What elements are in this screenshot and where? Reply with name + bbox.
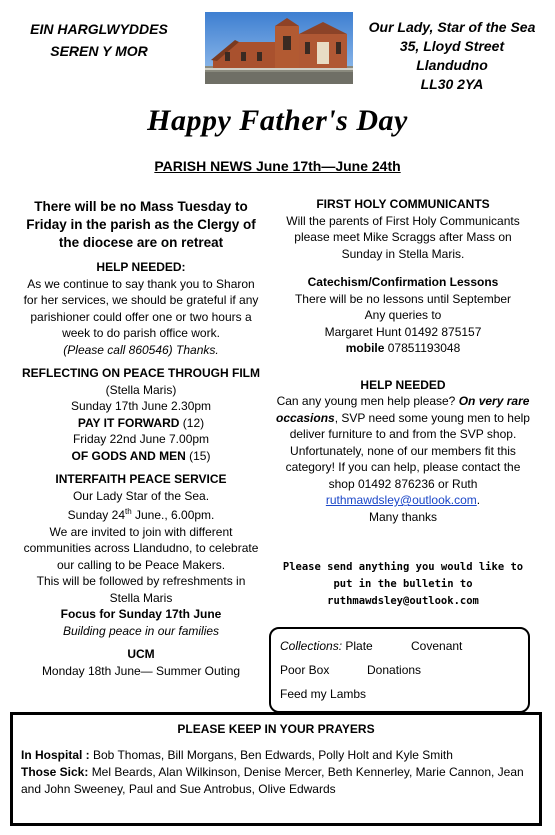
bulletin-subtitle bbox=[0, 158, 555, 174]
parish-name-line: EIN HARGLWYDDES bbox=[30, 21, 168, 37]
catechism-line: Any queries to bbox=[364, 308, 442, 322]
prayers-box bbox=[10, 712, 542, 826]
ucm-text: Monday 18th June— Summer Outing bbox=[41, 663, 241, 678]
sick-names: Mel Beards, Alan Wilkinson, Denise Mercer, Beth Kennerley, Marie Cannon, Jean and John Sweeney, Paul and Sue Antrobus, Olive Edwards bbox=[21, 765, 524, 796]
catechism-mobile bbox=[274, 340, 532, 357]
bulletin-note-line: Please send anything you would like to bbox=[282, 561, 524, 573]
help-q: Can any young men help please? bbox=[276, 394, 459, 408]
notice-prefix: There will be bbox=[34, 199, 120, 214]
focus-text bbox=[22, 623, 260, 640]
interfaith-follow: This will be followed by refreshments in Stella Maris bbox=[36, 574, 246, 605]
prayers-heading: PLEASE KEEP IN YOUR PRAYERS bbox=[177, 722, 375, 736]
hospital-line bbox=[21, 747, 533, 764]
help-q-em: On very rare occasions bbox=[276, 394, 530, 425]
date-pre: Sunday 24 bbox=[67, 508, 125, 522]
film-date-1: Sunday 17th June 2.30pm bbox=[70, 399, 212, 413]
collection-item: Poor Box bbox=[280, 663, 330, 677]
help-body-text: , SVP need some young men to help deliver furniture to and from the SVP shop. Unfortunately, none of our members fit this category! If you can help, please contact the shop 01492 876236 or Ruth bbox=[285, 410, 530, 491]
address-line: Our Lady, Star of the Sea bbox=[368, 19, 536, 35]
church-photo bbox=[205, 12, 353, 84]
film-heading: REFLECTING ON PEACE THROUGH FILM bbox=[22, 366, 260, 380]
parish-name-line: SEREN Y MOR bbox=[50, 43, 148, 59]
collection-item: Donations bbox=[367, 663, 422, 677]
film-2-rating: (15) bbox=[185, 448, 211, 463]
help-needed-heading: HELP NEEDED bbox=[360, 377, 446, 392]
parish-address bbox=[357, 18, 547, 94]
mobile-label: mobile bbox=[345, 341, 385, 355]
bulletin-note-line: ruthmawdsley@outlook.com bbox=[327, 595, 479, 607]
help-needed-body bbox=[274, 393, 532, 509]
address-line: LL30 2YA bbox=[420, 76, 484, 92]
focus-text-em: Building peace in our families bbox=[62, 623, 220, 638]
address-line: Llandudno bbox=[416, 57, 488, 73]
interfaith-body: We are invited to join with different communities across Llandudno, to celebrate our calling to be Peace Makers. bbox=[23, 524, 259, 572]
focus-heading: Focus for Sunday 17th June bbox=[60, 607, 222, 621]
mobile-number: 07851193048 bbox=[384, 341, 461, 355]
collection-item: Covenant bbox=[411, 639, 463, 653]
email-link[interactable]: ruthmawdsley@outlook.com bbox=[325, 493, 477, 507]
catechism-heading: Catechism/Confirmation Lessons bbox=[307, 275, 499, 289]
sick-line bbox=[21, 764, 533, 798]
sick-label: Those Sick: bbox=[21, 765, 92, 779]
page-title: Happy Father's Day bbox=[147, 104, 408, 137]
film-1-title: PAY IT FORWARD bbox=[77, 415, 180, 430]
film-venue: (Stella Maris) bbox=[105, 382, 177, 397]
help-call-text: (Please call 860546) Thanks. bbox=[63, 342, 219, 357]
email-tail: . bbox=[476, 493, 481, 507]
help-call bbox=[22, 342, 260, 359]
parish-name-welsh bbox=[14, 18, 184, 62]
hospital-names: Bob Thomas, Bill Morgans, Ben Edwards, Polly Holt and Kyle Smith bbox=[93, 748, 453, 762]
catechism-line: There will be no lessons until September bbox=[294, 291, 512, 306]
communicants-body: Will the parents of First Holy Communicants please meet Mike Scraggs after Mass on Sunday in Stella Maris. bbox=[286, 213, 520, 261]
film-1-rating: (12) bbox=[179, 415, 205, 430]
film-2-title: OF GODS AND MEN bbox=[71, 448, 186, 463]
no-mass-notice bbox=[22, 198, 260, 252]
bulletin-note bbox=[274, 559, 532, 610]
interfaith-date bbox=[22, 504, 260, 524]
date-sup: th bbox=[125, 507, 132, 516]
film-1 bbox=[22, 415, 260, 432]
help-body: As we continue to say thank you to Sharon for her services, we should be grateful if any parishioner could offer one or two hours a week to do parish office work. bbox=[23, 276, 259, 340]
help-heading: HELP NEEDED: bbox=[96, 260, 186, 274]
help-thanks: Many thanks bbox=[368, 509, 438, 524]
hospital-label: In Hospital : bbox=[21, 748, 93, 762]
collection-item: Feed my Lambs bbox=[280, 687, 367, 701]
collection-item: Plate bbox=[345, 639, 373, 653]
ucm-heading: UCM bbox=[127, 647, 155, 661]
film-date-2: Friday 22nd June 7.00pm bbox=[72, 432, 210, 446]
collections-line-1 bbox=[280, 639, 373, 653]
subtitle-text: PARISH NEWS June 17th—June 24th bbox=[154, 158, 401, 174]
catechism-line: Margaret Hunt 01492 875157 bbox=[324, 324, 482, 339]
collections-label: Collections: bbox=[280, 639, 343, 653]
interfaith-place: Our Lady Star of the Sea. bbox=[72, 488, 210, 503]
left-column bbox=[22, 198, 260, 679]
collections-box bbox=[269, 627, 530, 713]
date-post: June., 6.00pm. bbox=[131, 508, 215, 522]
notice-text: no Mass Tuesday to Friday in the parish as the Clergy of the diocese are on retreat bbox=[26, 199, 256, 250]
film-2 bbox=[22, 448, 260, 465]
right-column bbox=[274, 196, 532, 610]
interfaith-heading: INTERFAITH PEACE SERVICE bbox=[55, 472, 227, 486]
bulletin-note-line: put in the bulletin to bbox=[333, 578, 473, 590]
communicants-heading: FIRST HOLY COMMUNICANTS bbox=[316, 197, 490, 211]
address-line: 35, Lloyd Street bbox=[399, 38, 505, 54]
